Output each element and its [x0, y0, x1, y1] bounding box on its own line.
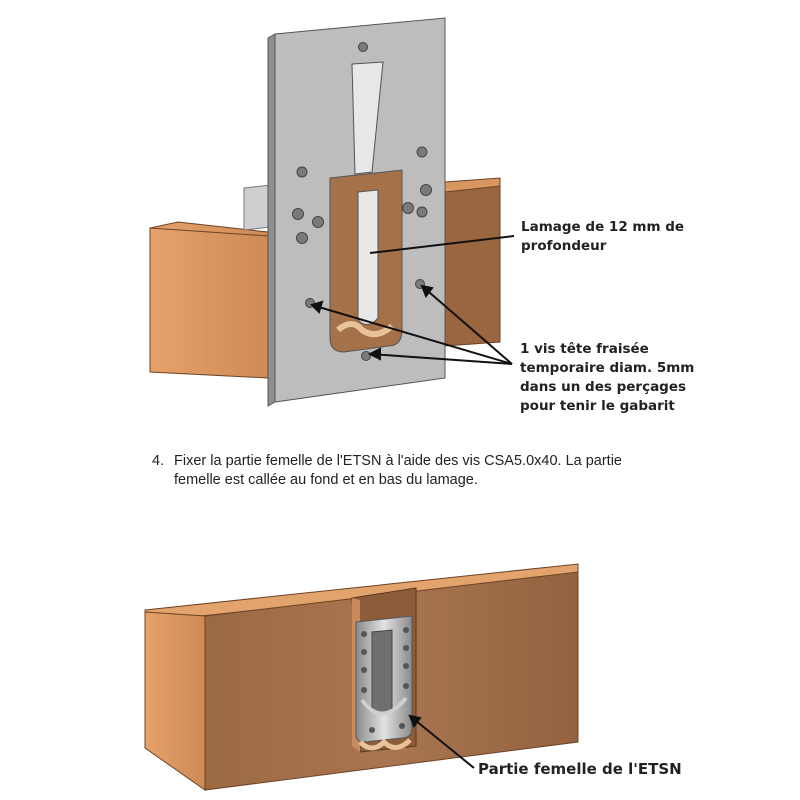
beam2-end-face [145, 612, 205, 790]
bottom-illustration [145, 564, 578, 790]
beam-front-right [445, 186, 500, 346]
step-text-line2: femelle est callée au fond et en bas du lamage. [174, 472, 478, 488]
step-text-line1: Fixer la partie femelle de l'ETSN à l'aide des vis CSA5.0x40. La partie [174, 453, 622, 469]
jig-plate-edge [268, 34, 275, 406]
callout-vis [520, 340, 694, 416]
callout-vis-line2: temporaire diam. 5mm [520, 360, 695, 376]
beam-front-left [150, 228, 268, 378]
callout-lamage-line2: profondeur [521, 238, 607, 254]
top-illustration [150, 18, 514, 406]
callout-vis-line4: pour tenir le gabarit [520, 398, 675, 414]
callout-vis-line3: dans un des perçages [520, 379, 687, 395]
callout-lamage [521, 218, 684, 256]
step-number: 4. [152, 453, 165, 469]
callout-lamage-line1: Lamage de 12 mm de [521, 219, 685, 235]
etsn-female-label: Partie femelle de l'ETSN [478, 760, 682, 778]
callout-vis-line1: 1 vis tête fraisée [520, 341, 649, 357]
jig-inner-slot [358, 190, 378, 325]
